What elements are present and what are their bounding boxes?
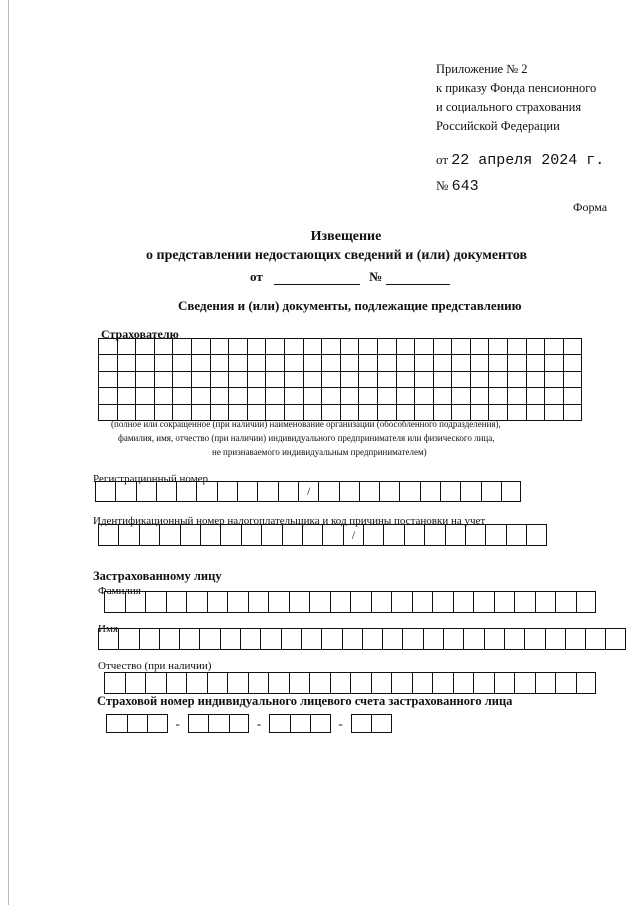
grid-cell[interactable] xyxy=(489,355,508,371)
input-cell[interactable] xyxy=(98,524,118,546)
input-cell[interactable] xyxy=(241,524,261,546)
input-cell[interactable] xyxy=(382,628,402,650)
input-cell[interactable] xyxy=(465,524,485,546)
grid-cell[interactable] xyxy=(248,339,267,355)
input-cell[interactable] xyxy=(473,591,494,613)
surname-label: Фамилия xyxy=(98,585,141,597)
input-cell[interactable] xyxy=(302,524,322,546)
input-cell[interactable] xyxy=(136,481,156,502)
grid-cell[interactable] xyxy=(378,355,397,371)
grid-cell[interactable] xyxy=(527,339,546,355)
input-cell[interactable] xyxy=(402,628,422,650)
input-cell[interactable] xyxy=(404,524,424,546)
input-cell[interactable] xyxy=(420,481,440,502)
appendix-line-4: Российской Федерации xyxy=(436,119,560,133)
insurer-caption-3: не признаваемого индивидуальным предпринимателем) xyxy=(212,447,427,457)
grid-cell[interactable] xyxy=(359,388,378,404)
input-cell[interactable] xyxy=(463,628,483,650)
grid-cell[interactable] xyxy=(471,339,490,355)
grid-cell[interactable] xyxy=(192,339,211,355)
input-cell[interactable] xyxy=(118,628,138,650)
input-cell[interactable] xyxy=(412,591,433,613)
input-cell[interactable] xyxy=(423,628,443,650)
grid-cell[interactable] xyxy=(211,388,230,404)
grid-cell[interactable] xyxy=(155,339,174,355)
grid-cell[interactable] xyxy=(118,372,137,388)
grid-cell[interactable] xyxy=(99,355,118,371)
document-title: Извещение xyxy=(310,229,382,244)
input-cell[interactable] xyxy=(261,524,281,546)
insurer-caption-2: фамилия, имя, отчество (при наличии) индивидуального предпринимателя или физического лица, xyxy=(118,433,495,443)
insurer-label: Страхователю xyxy=(101,327,179,341)
grid-cell[interactable] xyxy=(266,372,285,388)
input-cell[interactable] xyxy=(535,672,556,694)
input-cell[interactable] xyxy=(524,628,544,650)
grid-cell[interactable] xyxy=(118,388,137,404)
insurer-caption-1: (полное или сокращенное (при наличии) наименование организации (обособленного подразделения), xyxy=(111,419,501,429)
input-cell[interactable] xyxy=(514,672,535,694)
grid-cell[interactable] xyxy=(434,339,453,355)
input-cell[interactable] xyxy=(481,481,501,502)
input-cell[interactable] xyxy=(104,591,125,613)
appendix-block xyxy=(436,60,596,136)
grid-cell[interactable] xyxy=(304,372,323,388)
input-cell[interactable] xyxy=(176,481,196,502)
grid-cell[interactable] xyxy=(211,339,230,355)
grid-cell[interactable] xyxy=(527,372,546,388)
grid-cell[interactable] xyxy=(136,355,155,371)
grid-cell[interactable] xyxy=(508,372,527,388)
input-cell[interactable] xyxy=(227,672,248,694)
grid-cell[interactable] xyxy=(489,339,508,355)
input-cell[interactable] xyxy=(494,591,515,613)
separator-cell[interactable]: / xyxy=(343,524,363,546)
registration-number-boxes[interactable] xyxy=(95,481,521,502)
grid-cell[interactable] xyxy=(229,388,248,404)
input-cell[interactable] xyxy=(139,524,159,546)
name-label: Имя xyxy=(98,623,118,635)
grid-cell[interactable] xyxy=(136,388,155,404)
grid-cell[interactable] xyxy=(211,355,230,371)
grid-cell[interactable] xyxy=(564,355,583,371)
grid-cell[interactable] xyxy=(397,355,416,371)
notice-number-field[interactable] xyxy=(386,268,450,285)
input-cell[interactable] xyxy=(115,481,135,502)
grid-cell[interactable] xyxy=(136,372,155,388)
input-cell[interactable] xyxy=(526,524,546,546)
grid-cell[interactable] xyxy=(471,388,490,404)
grid-cell[interactable] xyxy=(173,355,192,371)
grid-cell[interactable] xyxy=(155,372,174,388)
grid-cell[interactable] xyxy=(118,339,137,355)
snils-dash: - xyxy=(175,716,180,731)
grid-cell[interactable] xyxy=(452,388,471,404)
grid-cell[interactable] xyxy=(397,388,416,404)
snils-dash: - xyxy=(338,716,343,731)
grid-cell[interactable] xyxy=(564,388,583,404)
input-cell[interactable] xyxy=(371,591,392,613)
input-cell[interactable] xyxy=(237,481,257,502)
input-cell[interactable] xyxy=(383,524,403,546)
input-cell[interactable] xyxy=(301,628,321,650)
snils-group xyxy=(269,714,331,733)
input-cell[interactable] xyxy=(501,481,521,502)
input-cell[interactable] xyxy=(207,672,228,694)
grid-cell[interactable] xyxy=(564,405,583,421)
input-cell[interactable] xyxy=(504,628,524,650)
grid-cell[interactable] xyxy=(489,372,508,388)
input-cell[interactable] xyxy=(432,672,453,694)
snils-cell[interactable] xyxy=(106,714,127,733)
input-cell[interactable] xyxy=(576,591,597,613)
input-cell[interactable] xyxy=(220,524,240,546)
input-cell[interactable] xyxy=(555,672,576,694)
grid-cell[interactable] xyxy=(359,339,378,355)
input-cell[interactable] xyxy=(330,591,351,613)
grid-cell[interactable] xyxy=(99,339,118,355)
input-cell[interactable] xyxy=(156,481,176,502)
input-cell[interactable] xyxy=(248,672,269,694)
appendix-line-2: к приказу Фонда пенсионного xyxy=(436,81,597,95)
input-cell[interactable] xyxy=(440,481,460,502)
input-cell[interactable] xyxy=(371,672,392,694)
grid-cell[interactable] xyxy=(489,388,508,404)
page-border xyxy=(8,0,9,905)
input-cell[interactable] xyxy=(309,591,330,613)
grid-cell[interactable] xyxy=(341,372,360,388)
grid-cell[interactable] xyxy=(378,339,397,355)
grid-cell[interactable] xyxy=(471,355,490,371)
order-number-value: 643 xyxy=(451,178,479,195)
input-cell[interactable] xyxy=(342,628,362,650)
grid-cell[interactable] xyxy=(397,372,416,388)
input-cell[interactable] xyxy=(207,591,228,613)
snils-cell[interactable] xyxy=(229,714,250,733)
input-cell[interactable] xyxy=(159,524,179,546)
grid-cell[interactable] xyxy=(192,372,211,388)
input-cell[interactable] xyxy=(200,524,220,546)
grid-cell[interactable] xyxy=(99,388,118,404)
input-cell[interactable] xyxy=(145,591,166,613)
input-cell[interactable] xyxy=(180,524,200,546)
grid-cell[interactable] xyxy=(545,372,564,388)
input-cell[interactable] xyxy=(125,672,146,694)
grid-cell[interactable] xyxy=(508,355,527,371)
notice-date-field[interactable] xyxy=(274,268,360,285)
input-cell[interactable] xyxy=(484,628,504,650)
order-number: № 643 xyxy=(436,178,479,195)
grid-cell[interactable] xyxy=(118,355,137,371)
grid-cell[interactable] xyxy=(229,339,248,355)
grid-cell[interactable] xyxy=(322,355,341,371)
grid-cell[interactable] xyxy=(173,372,192,388)
input-cell[interactable] xyxy=(257,481,277,502)
input-cell[interactable] xyxy=(104,672,125,694)
input-cell[interactable] xyxy=(166,591,187,613)
document-subtitle: о представлении недостающих сведений и (или) документов xyxy=(146,248,528,263)
grid-cell[interactable] xyxy=(359,372,378,388)
grid-cell[interactable] xyxy=(304,388,323,404)
snils-label: Страховой номер индивидуального лицевого счета застрахованного лица xyxy=(97,694,513,708)
grid-cell[interactable] xyxy=(304,339,323,355)
grid-cell[interactable] xyxy=(285,372,304,388)
input-cell[interactable] xyxy=(240,628,260,650)
input-cell[interactable] xyxy=(321,628,341,650)
input-cell[interactable] xyxy=(473,672,494,694)
grid-cell[interactable] xyxy=(341,355,360,371)
grid-cell[interactable] xyxy=(322,339,341,355)
input-cell[interactable] xyxy=(506,524,526,546)
grid-cell[interactable] xyxy=(527,388,546,404)
input-cell[interactable] xyxy=(485,524,505,546)
input-cell[interactable] xyxy=(379,481,399,502)
input-cell[interactable] xyxy=(339,481,359,502)
surname-boxes[interactable] xyxy=(104,591,596,613)
input-cell[interactable] xyxy=(318,481,338,502)
snils-group xyxy=(351,714,392,733)
input-cell[interactable] xyxy=(330,672,351,694)
grid-cell[interactable] xyxy=(304,355,323,371)
grid-cell[interactable] xyxy=(248,355,267,371)
grid-cell[interactable] xyxy=(341,388,360,404)
input-cell[interactable] xyxy=(227,591,248,613)
inn-kpp-label: Идентификационный номер налогоплательщика и код причины постановки на учет xyxy=(93,515,486,527)
input-cell[interactable] xyxy=(289,591,310,613)
input-cell[interactable] xyxy=(282,524,302,546)
grid-cell[interactable] xyxy=(545,405,564,421)
input-cell[interactable] xyxy=(555,591,576,613)
input-cell[interactable] xyxy=(453,672,474,694)
grid-cell[interactable] xyxy=(397,339,416,355)
grid-cell[interactable] xyxy=(285,339,304,355)
insurer-name-grid[interactable] xyxy=(98,338,582,421)
order-date-value: 22 апреля 2024 г. xyxy=(451,152,605,169)
grid-cell[interactable] xyxy=(359,355,378,371)
input-cell[interactable] xyxy=(217,481,237,502)
patronymic-label: Отчество (при наличии) xyxy=(98,660,212,672)
input-cell[interactable] xyxy=(125,591,146,613)
input-cell[interactable] xyxy=(443,628,463,650)
registration-number-label: Регистрационный номер xyxy=(93,473,209,485)
snils-cell[interactable] xyxy=(269,714,290,733)
snils-cell[interactable] xyxy=(351,714,372,733)
input-cell[interactable] xyxy=(322,524,342,546)
input-cell[interactable] xyxy=(350,591,371,613)
grid-cell[interactable] xyxy=(266,339,285,355)
grid-cell[interactable] xyxy=(248,372,267,388)
input-cell[interactable] xyxy=(196,481,216,502)
input-cell[interactable] xyxy=(289,672,310,694)
input-cell[interactable] xyxy=(260,628,280,650)
grid-cell[interactable] xyxy=(415,339,434,355)
input-cell[interactable] xyxy=(391,672,412,694)
input-cell[interactable] xyxy=(585,628,605,650)
date-number-line: от № xyxy=(250,268,450,285)
input-cell[interactable] xyxy=(363,524,383,546)
grid-cell[interactable] xyxy=(545,355,564,371)
grid-cell[interactable] xyxy=(415,372,434,388)
form-label: Форма xyxy=(573,200,608,214)
input-cell[interactable] xyxy=(309,672,330,694)
grid-cell[interactable] xyxy=(192,388,211,404)
input-cell[interactable] xyxy=(98,628,118,650)
snils-boxes[interactable] xyxy=(106,714,392,733)
input-cell[interactable] xyxy=(281,628,301,650)
grid-cell[interactable] xyxy=(341,339,360,355)
snils-cell[interactable] xyxy=(188,714,209,733)
grid-cell[interactable] xyxy=(229,355,248,371)
grid-cell[interactable] xyxy=(322,372,341,388)
input-cell[interactable] xyxy=(248,591,269,613)
grid-cell[interactable] xyxy=(266,355,285,371)
snils-group xyxy=(188,714,250,733)
grid-cell[interactable] xyxy=(211,372,230,388)
snils-cell[interactable] xyxy=(371,714,392,733)
grid-cell[interactable] xyxy=(452,339,471,355)
insured-person-heading: Застрахованному лицу xyxy=(93,569,222,583)
grid-cell[interactable] xyxy=(527,355,546,371)
input-cell[interactable] xyxy=(278,481,298,502)
grid-cell[interactable] xyxy=(192,355,211,371)
input-cell[interactable] xyxy=(268,591,289,613)
grid-cell[interactable] xyxy=(434,388,453,404)
input-cell[interactable] xyxy=(545,628,565,650)
input-cell[interactable] xyxy=(453,591,474,613)
input-cell[interactable] xyxy=(179,628,199,650)
grid-cell[interactable] xyxy=(229,372,248,388)
input-cell[interactable] xyxy=(139,628,159,650)
input-cell[interactable] xyxy=(118,524,138,546)
grid-cell[interactable] xyxy=(266,388,285,404)
input-cell[interactable] xyxy=(424,524,444,546)
order-date: от 22 апреля 2024 г. xyxy=(436,152,605,169)
input-cell[interactable] xyxy=(166,672,187,694)
input-cell[interactable] xyxy=(391,591,412,613)
input-cell[interactable] xyxy=(145,672,166,694)
input-cell[interactable] xyxy=(576,672,597,694)
grid-cell[interactable] xyxy=(248,388,267,404)
grid-cell[interactable] xyxy=(508,388,527,404)
input-cell[interactable] xyxy=(350,672,371,694)
input-cell[interactable] xyxy=(199,628,219,650)
separator-cell[interactable]: / xyxy=(298,481,318,502)
snils-dash: - xyxy=(256,716,262,731)
input-cell[interactable] xyxy=(412,672,433,694)
grid-cell[interactable] xyxy=(434,372,453,388)
input-cell[interactable] xyxy=(432,591,453,613)
grid-cell[interactable] xyxy=(471,372,490,388)
grid-cell[interactable] xyxy=(415,388,434,404)
grid-cell[interactable] xyxy=(527,405,546,421)
patronymic-boxes[interactable] xyxy=(104,672,596,694)
grid-cell[interactable] xyxy=(136,339,155,355)
input-cell[interactable] xyxy=(186,672,207,694)
appendix-line-3: и социального страхования xyxy=(436,100,582,114)
snils-cell[interactable] xyxy=(147,714,168,733)
grid-cell[interactable] xyxy=(155,355,174,371)
grid-cell[interactable] xyxy=(452,372,471,388)
input-cell[interactable] xyxy=(359,481,379,502)
snils-cell[interactable] xyxy=(310,714,331,733)
grid-cell[interactable] xyxy=(508,339,527,355)
appendix-line-1: Приложение № 2 xyxy=(436,62,528,76)
name-boxes[interactable] xyxy=(98,628,626,650)
input-cell[interactable] xyxy=(95,481,115,502)
input-cell[interactable] xyxy=(514,591,535,613)
grid-cell[interactable] xyxy=(415,355,434,371)
input-cell[interactable] xyxy=(565,628,585,650)
grid-cell[interactable] xyxy=(173,388,192,404)
grid-cell[interactable] xyxy=(285,355,304,371)
grid-cell[interactable] xyxy=(545,388,564,404)
snils-cell[interactable] xyxy=(208,714,229,733)
input-cell[interactable] xyxy=(399,481,419,502)
grid-cell[interactable] xyxy=(434,355,453,371)
grid-cell[interactable] xyxy=(452,355,471,371)
grid-cell[interactable] xyxy=(378,372,397,388)
input-cell[interactable] xyxy=(535,591,556,613)
grid-cell[interactable] xyxy=(564,372,583,388)
grid-cell[interactable] xyxy=(99,372,118,388)
input-cell[interactable] xyxy=(186,591,207,613)
grid-cell[interactable] xyxy=(155,388,174,404)
input-cell[interactable] xyxy=(159,628,179,650)
input-cell[interactable] xyxy=(362,628,382,650)
section-heading: Сведения и (или) документы, подлежащие представлению xyxy=(178,298,522,313)
grid-cell[interactable] xyxy=(545,339,564,355)
snils-group xyxy=(106,714,168,733)
grid-cell[interactable] xyxy=(378,388,397,404)
input-cell[interactable] xyxy=(605,628,625,650)
input-cell[interactable] xyxy=(268,672,289,694)
input-cell[interactable] xyxy=(494,672,515,694)
input-cell[interactable] xyxy=(460,481,480,502)
grid-cell[interactable] xyxy=(322,388,341,404)
snils-cell[interactable] xyxy=(127,714,148,733)
input-cell[interactable] xyxy=(220,628,240,650)
grid-cell[interactable] xyxy=(173,339,192,355)
grid-cell[interactable] xyxy=(508,405,527,421)
grid-cell[interactable] xyxy=(285,388,304,404)
input-cell[interactable] xyxy=(445,524,465,546)
snils-cell[interactable] xyxy=(290,714,311,733)
grid-cell[interactable] xyxy=(564,339,583,355)
inn-kpp-boxes[interactable] xyxy=(98,524,547,546)
